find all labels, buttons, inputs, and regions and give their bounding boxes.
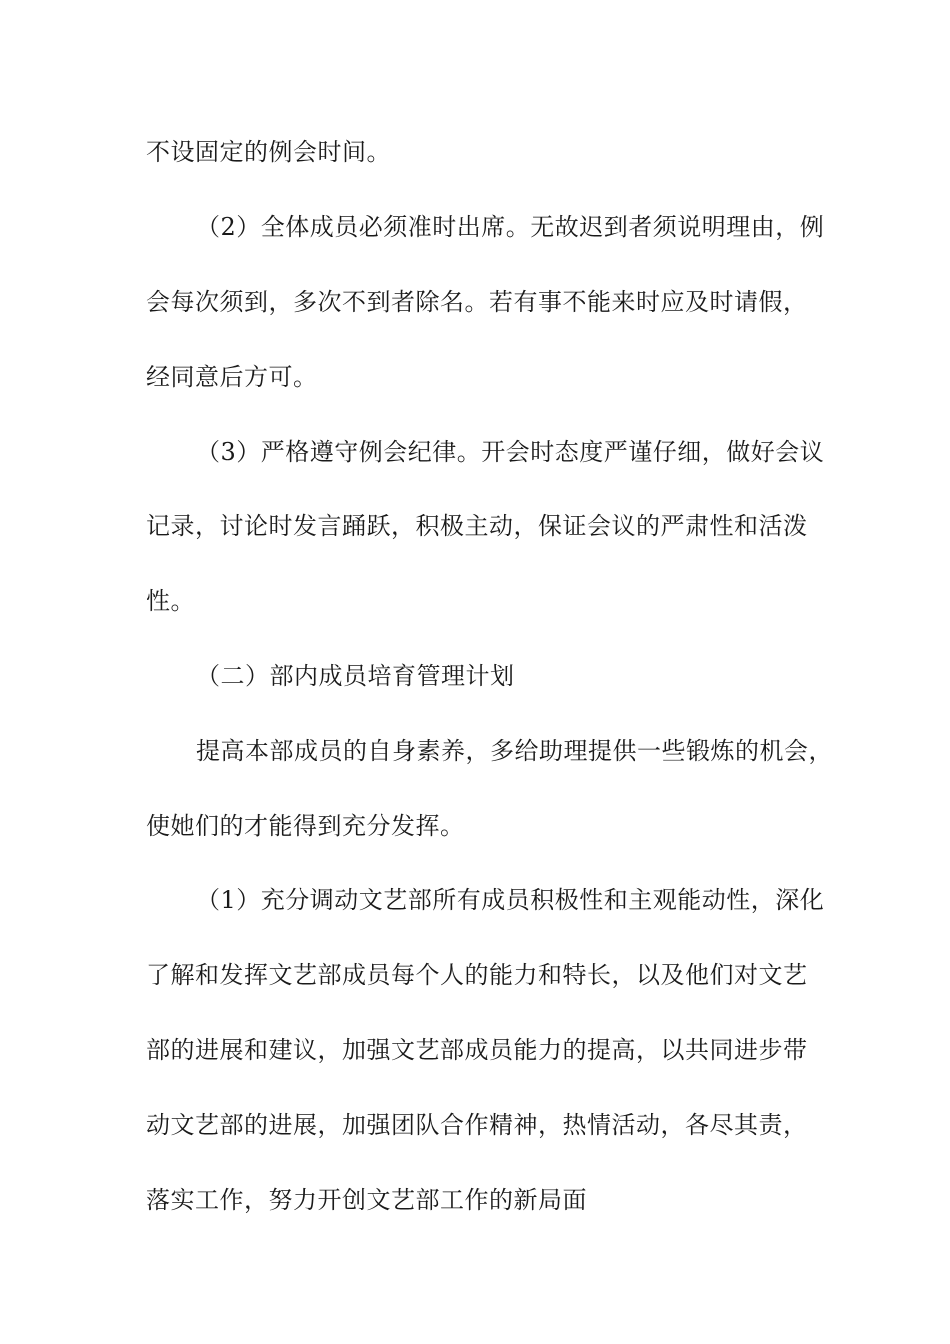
- paragraph-line: （1）充分调动文艺部所有成员积极性和主观能动性，深化: [196, 886, 825, 914]
- paragraph-line: 会每次须到，多次不到者除名。若有事不能来时应及时请假，: [146, 288, 808, 316]
- paragraph-line: 使她们的才能得到充分发挥。: [146, 812, 465, 840]
- paragraph-line: （2）全体成员必须准时出席。无故迟到者须说明理由，例: [196, 213, 825, 241]
- paragraph-line: 落实工作，努力开创文艺部工作的新局面: [146, 1186, 587, 1214]
- paragraph-line: 了解和发挥文艺部成员每个人的能力和特长，以及他们对文艺: [146, 961, 808, 989]
- paragraph-line: 经同意后方可。: [146, 363, 318, 391]
- section-heading: （二）部内成员培育管理计划: [196, 662, 515, 690]
- paragraph-line: 部的进展和建议，加强文艺部成员能力的提高，以共同进步带: [146, 1036, 808, 1064]
- paragraph-line: 性。: [146, 587, 195, 615]
- paragraph-line: 记录，讨论时发言踊跃，积极主动，保证会议的严肃性和活泼: [146, 512, 808, 540]
- paragraph-line: 动文艺部的进展，加强团队合作精神，热情活动，各尽其责，: [146, 1111, 808, 1139]
- paragraph-line: （3）严格遵守例会纪律。开会时态度严谨仔细，做好会议: [196, 438, 825, 466]
- paragraph-line: 不设固定的例会时间。: [146, 138, 391, 166]
- paragraph-line: 提高本部成员的自身素养，多给助理提供一些锻炼的机会，: [196, 737, 833, 765]
